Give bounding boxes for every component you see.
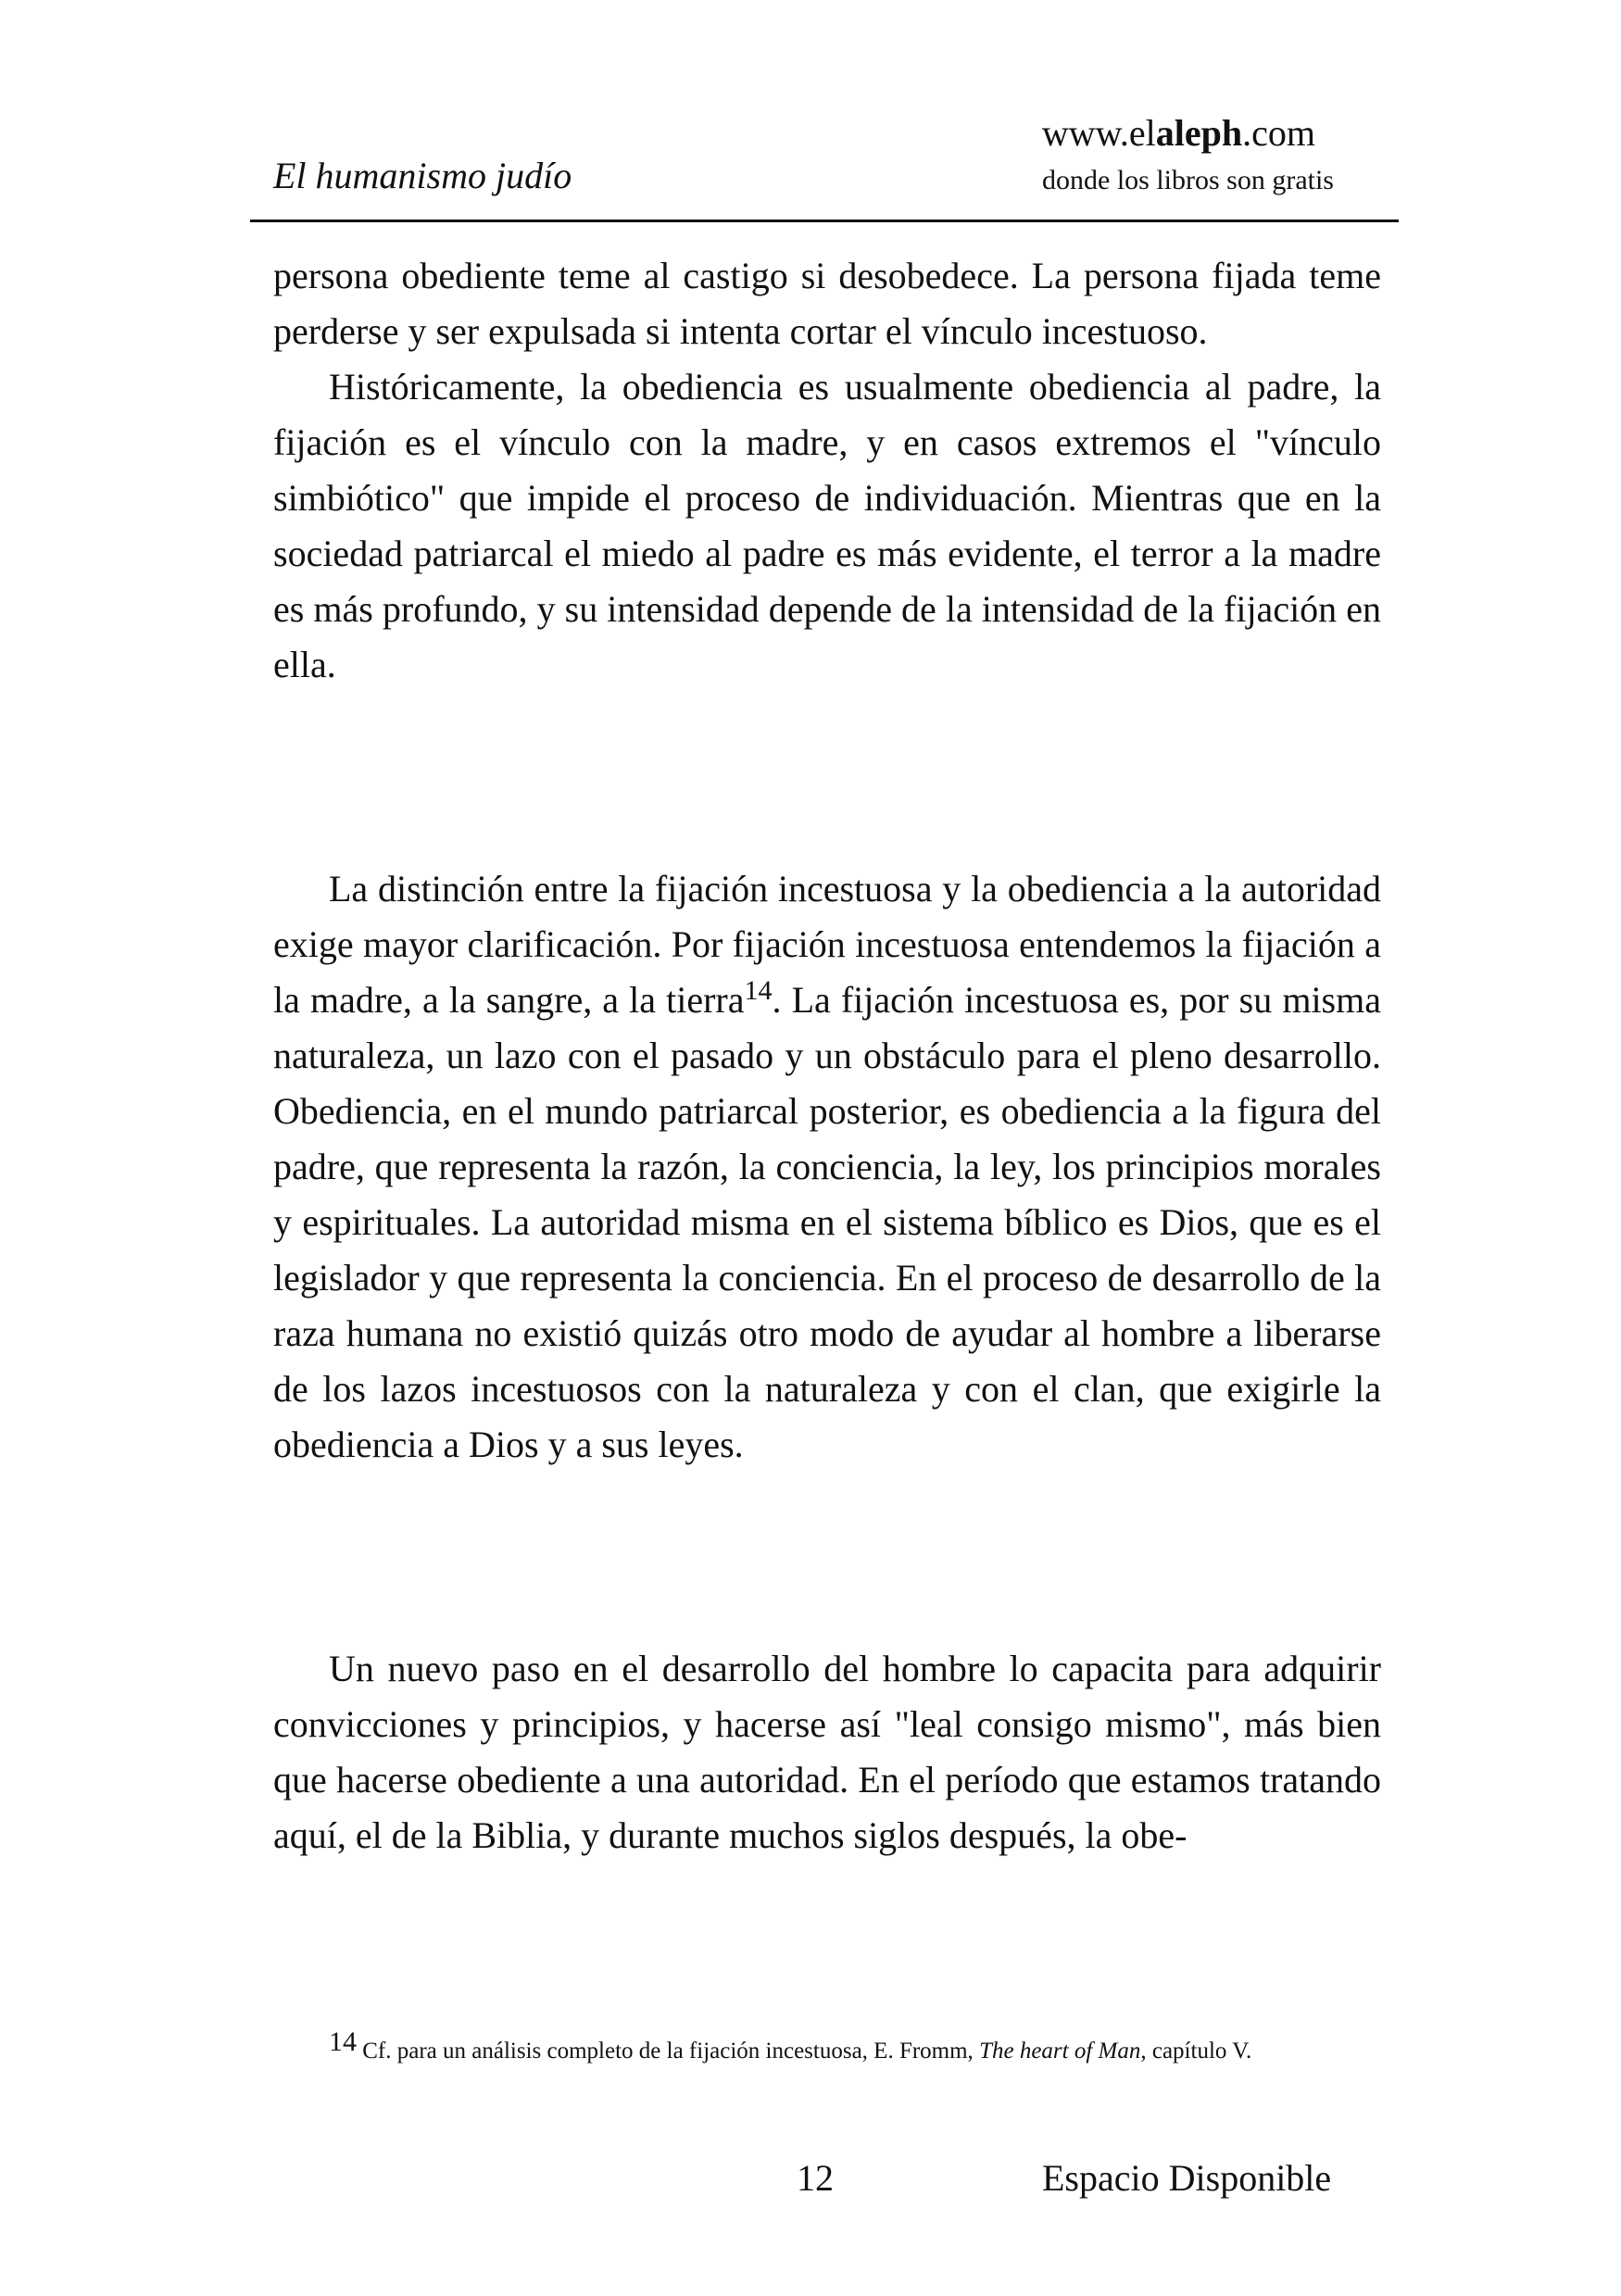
page-number: 12 bbox=[797, 2157, 834, 2199]
site-url-brand: aleph bbox=[1155, 112, 1243, 154]
paragraph-3-text-a: La distinción entre la fijación incestuosa y la obediencia a la autoridad exige mayor clarificación. Por fijación incestuosa entendemos la fijación a la madre, a la sangre, a la tierra bbox=[273, 868, 1381, 1021]
header-tagline: donde los libros son gratis bbox=[1042, 165, 1334, 195]
footnote bbox=[273, 2028, 1381, 2075]
footnote-text-b: , capítulo V. bbox=[1140, 2039, 1252, 2064]
footnote-reference[interactable]: 14 bbox=[744, 975, 773, 1006]
header-divider bbox=[250, 220, 1399, 222]
paragraph-3-text-b: . La fijación incestuosa es, por su misma naturaleza, un lazo con el pasado y un obstáculo para el pleno desarrollo. Obediencia, en el mundo patriarcal posterior, es obediencia a la figura del padre, que representa la razón, la conciencia, la ley, los principios morales y espirituales. La autoridad misma en el sistema bíblico es Dios, que es el legislador y que representa la conciencia. En el proceso de desarrollo de la raza humana no existió quizás otro modo de ayudar al hombre a liberarse de los lazos incestuosos con la naturaleza y con el clan, que exigirle la obediencia a Dios y a sus leyes. bbox=[273, 979, 1381, 1465]
paragraph-1: persona obediente teme al castigo si desobedece. La persona fijada teme perderse y ser expulsada si intenta cortar el vínculo incestuoso. bbox=[273, 255, 1381, 352]
section-gap bbox=[273, 1473, 1381, 1641]
section-gap bbox=[273, 693, 1381, 861]
footer-label: Espacio Disponible bbox=[1042, 2157, 1332, 2199]
site-url-suffix: .com bbox=[1242, 112, 1315, 154]
body-text bbox=[273, 248, 1381, 1863]
footnote-work-title: The heart of Man bbox=[979, 2039, 1141, 2064]
paragraph-3 bbox=[273, 861, 1381, 1473]
site-url-prefix: www.el bbox=[1041, 112, 1156, 154]
footnote-number: 14 bbox=[329, 2026, 357, 2057]
footnote-text-a: Cf. para un análisis completo de la fijación incestuosa, E. Fromm, bbox=[357, 2039, 980, 2064]
paragraph-4: Un nuevo paso en el desarrollo del hombre lo capacita para adquirir convicciones y principios, y hacerse así "leal consigo mismo", más bien que hacerse obediente a una autoridad. En el período que estamos tratando aquí, el de la Biblia, y durante muchos siglos después, la obe- bbox=[273, 1648, 1381, 1856]
header-book-title: El humanismo judío bbox=[273, 155, 572, 196]
header-site-url[interactable] bbox=[1042, 111, 1315, 155]
paragraph-2: Históricamente, la obediencia es usualmente obediencia al padre, la fijación es el vínculo con la madre, y en casos extremos el "vínculo simbiótico" que impide el proceso de individuación. Mientras que en la sociedad patriarcal el miedo al padre es más evidente, el terror a la madre es más profundo, y su intensidad depende de la intensidad de la fijación en ella. bbox=[273, 366, 1381, 685]
